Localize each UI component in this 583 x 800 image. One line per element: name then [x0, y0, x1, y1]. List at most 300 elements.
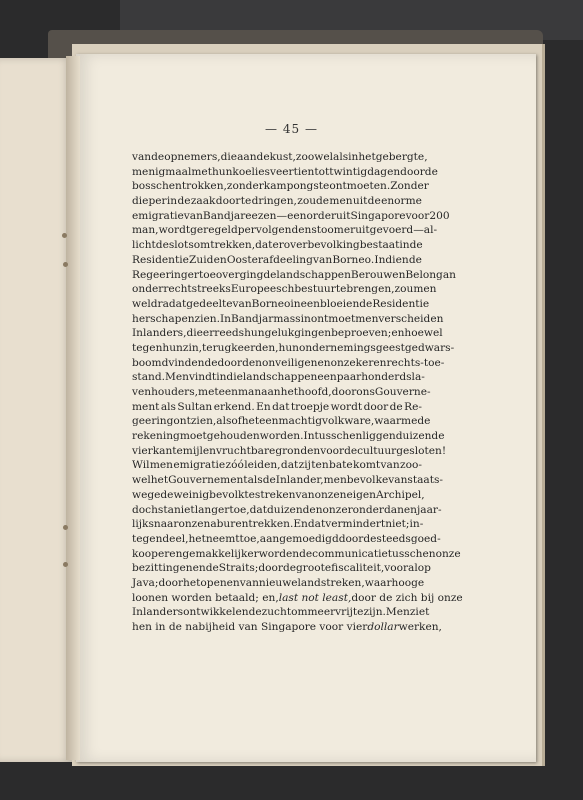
word: dat	[168, 297, 187, 310]
word: in	[166, 195, 178, 208]
word: de	[344, 444, 358, 457]
word: zien.	[194, 312, 220, 325]
word: man	[237, 386, 262, 398]
word: paar	[336, 371, 362, 384]
word: de	[263, 268, 277, 281]
text-line	[132, 547, 461, 562]
text-line	[132, 444, 447, 459]
word: om	[291, 606, 308, 619]
word: in	[216, 371, 227, 384]
word: —	[413, 224, 424, 237]
word: te	[335, 283, 347, 296]
word: zoowel	[295, 151, 333, 163]
word: waar	[364, 576, 392, 589]
word: het	[150, 474, 169, 487]
word: Inlander,	[275, 474, 324, 487]
word: toe	[198, 268, 216, 281]
word: meer	[307, 606, 336, 619]
word: de	[256, 151, 270, 163]
word: zou	[394, 283, 414, 296]
word: de	[367, 195, 381, 208]
word: de	[177, 195, 191, 208]
word: toe,	[229, 503, 250, 516]
word: —	[276, 209, 288, 222]
word: naar	[153, 518, 179, 531]
word: weldra	[132, 297, 169, 310]
word: gedeelte	[186, 297, 233, 310]
word: aan	[237, 151, 257, 163]
word: en	[392, 268, 406, 281]
word: dagen	[367, 165, 401, 178]
word: Indien	[374, 253, 409, 266]
word: koelies	[232, 165, 270, 178]
word: dat	[307, 518, 326, 531]
word: openen	[200, 576, 240, 589]
word: aangemoedigd	[259, 532, 339, 545]
word: leiden,	[244, 459, 281, 472]
word: staats-	[407, 474, 443, 487]
word: machtig	[278, 415, 323, 428]
word: Sultan	[177, 400, 213, 413]
text-segment: loonen worden betaald; en,	[132, 591, 279, 604]
word: dat	[255, 239, 273, 252]
word: zoude	[297, 195, 330, 208]
text-line	[132, 268, 456, 283]
word: terugkeerden,	[202, 341, 279, 354]
word: in	[290, 297, 301, 310]
word: hun	[211, 165, 233, 178]
word: landstreken,	[297, 576, 365, 589]
word: de	[282, 562, 296, 575]
word: gebergte,	[375, 151, 428, 163]
text-line	[132, 179, 429, 194]
word: al-	[423, 224, 438, 237]
word: ondernemingsgeest	[298, 341, 405, 354]
word: van	[313, 253, 333, 266]
word: Inlanders	[132, 606, 184, 619]
word: licht	[132, 239, 156, 252]
word: geluk	[264, 327, 295, 340]
word: voor	[320, 444, 345, 457]
left-page	[0, 58, 72, 762]
text-line	[132, 488, 425, 503]
word: het	[183, 576, 201, 589]
text-segment: hen in de nabijheid van Singapore voor vier	[132, 621, 368, 633]
text-line	[132, 209, 450, 224]
word: trekken.	[248, 518, 294, 531]
word: en	[169, 547, 183, 560]
word: overbevolking	[283, 239, 360, 252]
word: Singapore	[350, 209, 406, 222]
word: doch	[132, 503, 158, 516]
word: onzekeren	[330, 356, 387, 369]
gutter-shadow	[66, 56, 80, 760]
word: En	[293, 518, 308, 531]
word: bloeiende	[319, 297, 373, 310]
word: op	[417, 562, 431, 575]
word: beproeven;	[331, 327, 392, 340]
text-line	[132, 356, 445, 371]
word: vermindert	[325, 518, 386, 531]
text-line	[132, 150, 428, 165]
word: dat	[280, 459, 299, 472]
text-line	[132, 473, 443, 488]
word: Inlanders,	[132, 327, 187, 340]
word: gingen	[294, 327, 332, 340]
text-line	[132, 517, 422, 532]
word: tegen	[132, 341, 163, 354]
word: door	[215, 195, 241, 208]
word: venhouders,	[132, 386, 199, 398]
word: zin,	[182, 341, 203, 354]
word: Men	[385, 606, 410, 619]
word: menigmaal	[132, 165, 192, 178]
word: een	[287, 209, 307, 222]
word: bestuur	[294, 283, 336, 296]
italic-phrase: last not least,	[278, 591, 352, 604]
text-line	[132, 503, 442, 518]
word: Residentie	[372, 297, 430, 310]
word: men	[413, 283, 437, 296]
word: duizende	[395, 430, 445, 443]
word: de	[424, 165, 438, 178]
word: weinig	[173, 488, 210, 501]
word: sla-	[406, 371, 425, 384]
word: stoomer	[311, 224, 356, 237]
word: ment	[132, 400, 160, 413]
word: onder	[132, 283, 164, 296]
word: onzen	[314, 488, 347, 501]
word: door	[331, 386, 357, 398]
word: zoo-	[400, 459, 422, 472]
word: en	[192, 562, 206, 575]
stitch-hole	[63, 525, 68, 530]
word: veertien	[269, 165, 315, 178]
word: erkend.	[213, 400, 255, 413]
word: landschappen	[276, 268, 351, 281]
word: kooper	[132, 547, 170, 560]
word: onzer	[322, 503, 353, 516]
word: Residentie	[132, 253, 189, 266]
page-number: — 45 —	[265, 122, 318, 136]
text-segment: door de zich bij onze	[351, 591, 463, 604]
word: dat	[249, 503, 267, 516]
word: mijlen	[182, 444, 216, 457]
word: Regeering	[132, 268, 188, 281]
word: met	[191, 165, 212, 178]
word: Bandjarmassin	[231, 312, 311, 325]
stitch-hole	[63, 262, 68, 267]
word: die	[220, 151, 238, 163]
word: ons	[356, 386, 375, 398]
word: gedwars-	[404, 341, 455, 354]
word: een	[300, 297, 320, 310]
word: man,	[132, 224, 159, 237]
word: Wil	[132, 459, 150, 472]
word: Re-	[404, 400, 422, 413]
word: steeds	[376, 532, 411, 545]
word: wege	[132, 488, 161, 501]
word: vrij	[335, 606, 353, 619]
word: Men	[164, 371, 189, 384]
word: ontzien,	[173, 415, 217, 428]
word: van	[232, 297, 252, 310]
text-line	[132, 165, 438, 180]
word: lijks	[132, 518, 154, 531]
word: naburen	[203, 518, 249, 531]
word: Bandjareezen	[202, 209, 277, 222]
word: met	[198, 386, 219, 398]
word: vindt	[188, 371, 217, 384]
word: langer	[194, 503, 230, 516]
word: Oosterafdeeling	[226, 253, 313, 266]
word: een	[218, 386, 238, 398]
word: ware,	[344, 415, 375, 428]
word: hun	[162, 341, 183, 354]
stitch-hole	[62, 233, 67, 238]
word: tusschen	[387, 547, 436, 560]
word: groote	[296, 562, 332, 575]
word: de	[262, 474, 276, 487]
word: het	[280, 386, 298, 398]
word: ontmoeten.	[329, 180, 391, 193]
word: 200	[429, 209, 450, 222]
word: onveiligen	[261, 356, 318, 369]
word: volk	[322, 415, 345, 428]
word: Straits;	[218, 562, 259, 575]
word: bate	[329, 459, 353, 472]
word: een	[317, 371, 337, 384]
word: bestaat	[359, 239, 400, 252]
word: de	[389, 400, 403, 413]
word: onze	[178, 518, 204, 531]
word: den	[242, 356, 262, 369]
word: door	[258, 562, 283, 575]
word: in-	[409, 518, 424, 531]
text-line	[132, 194, 422, 209]
word: het	[241, 415, 260, 428]
word: boomd	[132, 356, 169, 369]
word: hooge	[391, 576, 425, 589]
word: Archipel,	[376, 488, 425, 501]
text-line	[132, 532, 441, 547]
text-line	[132, 223, 438, 238]
word: Zuid	[189, 253, 214, 266]
word: gronden	[275, 444, 321, 457]
word: niet	[173, 503, 195, 516]
word: landschappen	[242, 371, 318, 384]
word: te	[318, 180, 330, 193]
word: de	[409, 239, 423, 252]
word: niet;	[385, 518, 410, 531]
word: en	[317, 356, 331, 369]
word: brengen,	[346, 283, 395, 296]
word: men	[329, 195, 353, 208]
word: Belongan	[405, 268, 456, 281]
word: en	[213, 253, 227, 266]
text-line	[132, 414, 431, 429]
word: ten	[311, 459, 329, 472]
word: dat	[272, 400, 290, 413]
word: hun	[244, 327, 265, 340]
word: volgenden	[255, 224, 312, 237]
word: jaar-	[416, 503, 442, 516]
word: door	[338, 532, 364, 545]
word: wordt	[330, 400, 363, 413]
word: toe,	[239, 532, 260, 545]
word: tegendeel,	[132, 532, 189, 545]
text-line	[132, 400, 422, 415]
word: Berouw	[350, 268, 393, 281]
word: dringen,	[251, 195, 297, 208]
word: eigen	[346, 488, 376, 501]
word: die	[186, 327, 203, 340]
word: alsof	[216, 415, 242, 428]
word: streken	[254, 488, 296, 501]
text-line	[132, 429, 445, 444]
text-line	[132, 238, 422, 253]
word: van	[380, 459, 400, 472]
word: herschapen	[132, 312, 195, 325]
text-line	[132, 576, 425, 591]
word: communicatie	[312, 547, 388, 560]
word: bevolkte	[209, 488, 255, 501]
word: en	[391, 327, 405, 340]
word: bezittingen	[132, 562, 193, 575]
word: En	[256, 400, 271, 413]
word: van	[239, 576, 259, 589]
word: overging	[215, 268, 264, 281]
word: trokken,	[181, 180, 227, 193]
word: uit	[352, 195, 368, 208]
word: opnemers,	[164, 151, 221, 163]
word: slotsom	[168, 239, 211, 252]
word: stand.	[132, 371, 165, 384]
text-line	[132, 282, 437, 297]
word: als	[247, 474, 263, 487]
word: enorme	[381, 195, 422, 208]
word: te	[240, 195, 252, 208]
stitch-hole	[63, 562, 68, 567]
word: hoewel	[404, 327, 443, 340]
word: in	[399, 239, 410, 252]
word: als	[160, 400, 176, 413]
word: de	[151, 151, 165, 163]
word: van	[183, 209, 203, 222]
word: geering	[132, 415, 174, 428]
word: door	[363, 400, 389, 413]
word: er	[187, 268, 199, 281]
italic-word: dollar	[367, 621, 399, 633]
word: uit	[336, 209, 351, 222]
word: wordt	[158, 224, 191, 237]
word: vruchtbare	[216, 444, 276, 457]
text-line	[132, 297, 430, 312]
word: hun	[278, 341, 299, 354]
word: vooral	[384, 562, 418, 575]
word: zucht	[261, 606, 292, 619]
text-line	[132, 385, 431, 400]
word: Gouverne-	[374, 386, 431, 398]
word: bosschen	[132, 180, 182, 193]
word: fiscaliteit,	[331, 562, 385, 575]
word: in	[348, 151, 359, 163]
word: zóó	[225, 459, 244, 472]
word: ontwikkelende	[183, 606, 262, 619]
word: van	[132, 151, 152, 163]
word: neemt	[205, 532, 240, 545]
word: die	[226, 371, 243, 384]
word: worden.	[259, 430, 304, 443]
word: In	[219, 312, 231, 325]
word: Borneo.	[332, 253, 375, 266]
word: liggen	[362, 430, 396, 443]
word: zijn.	[363, 606, 386, 619]
word: ziet	[409, 606, 430, 619]
word: gesloten!	[396, 444, 447, 457]
text-line	[132, 326, 443, 341]
word: troepje	[290, 400, 330, 413]
word: de	[205, 562, 219, 575]
word: van	[295, 488, 315, 501]
word: rechts-toe-	[386, 356, 445, 369]
word: verscheiden	[378, 312, 444, 325]
word: de	[160, 488, 174, 501]
word: sta	[157, 503, 174, 516]
word: men	[323, 474, 347, 487]
word: wordende	[258, 547, 313, 560]
word: Intusschen	[303, 430, 363, 443]
word: wel	[132, 474, 151, 487]
word: Gouvernement	[168, 474, 248, 487]
word: moet	[179, 430, 207, 443]
word: Borneo	[251, 297, 291, 310]
word: zonder	[226, 180, 264, 193]
word: de	[155, 239, 169, 252]
word: order	[306, 209, 337, 222]
word: gehouden	[206, 430, 260, 443]
word: door	[217, 356, 243, 369]
word: waarmede	[374, 415, 431, 428]
word: door	[400, 165, 425, 178]
text-line	[132, 620, 442, 635]
word: nieuwe	[258, 576, 298, 589]
text-line	[132, 605, 430, 620]
word: het	[358, 151, 376, 163]
word: gemakkelijker	[182, 547, 259, 560]
text-line	[132, 253, 422, 268]
word: honderd	[361, 371, 407, 384]
word: een	[259, 415, 279, 428]
text-segment: werken,	[398, 621, 442, 633]
text-line	[132, 458, 422, 473]
word: reeds	[214, 327, 245, 340]
word: men	[149, 459, 173, 472]
word: tot	[314, 165, 330, 178]
word: de	[408, 253, 422, 266]
word: onze	[435, 547, 461, 560]
text-line	[132, 341, 455, 356]
word: vindende	[168, 356, 218, 369]
word: aan	[261, 386, 281, 398]
word: bevolke	[346, 474, 389, 487]
word: men	[355, 312, 379, 325]
word: duizenden	[266, 503, 323, 516]
text-line	[132, 591, 463, 606]
word: uitgevoerd	[355, 224, 414, 237]
text-line	[132, 312, 444, 327]
text-line	[132, 370, 425, 385]
